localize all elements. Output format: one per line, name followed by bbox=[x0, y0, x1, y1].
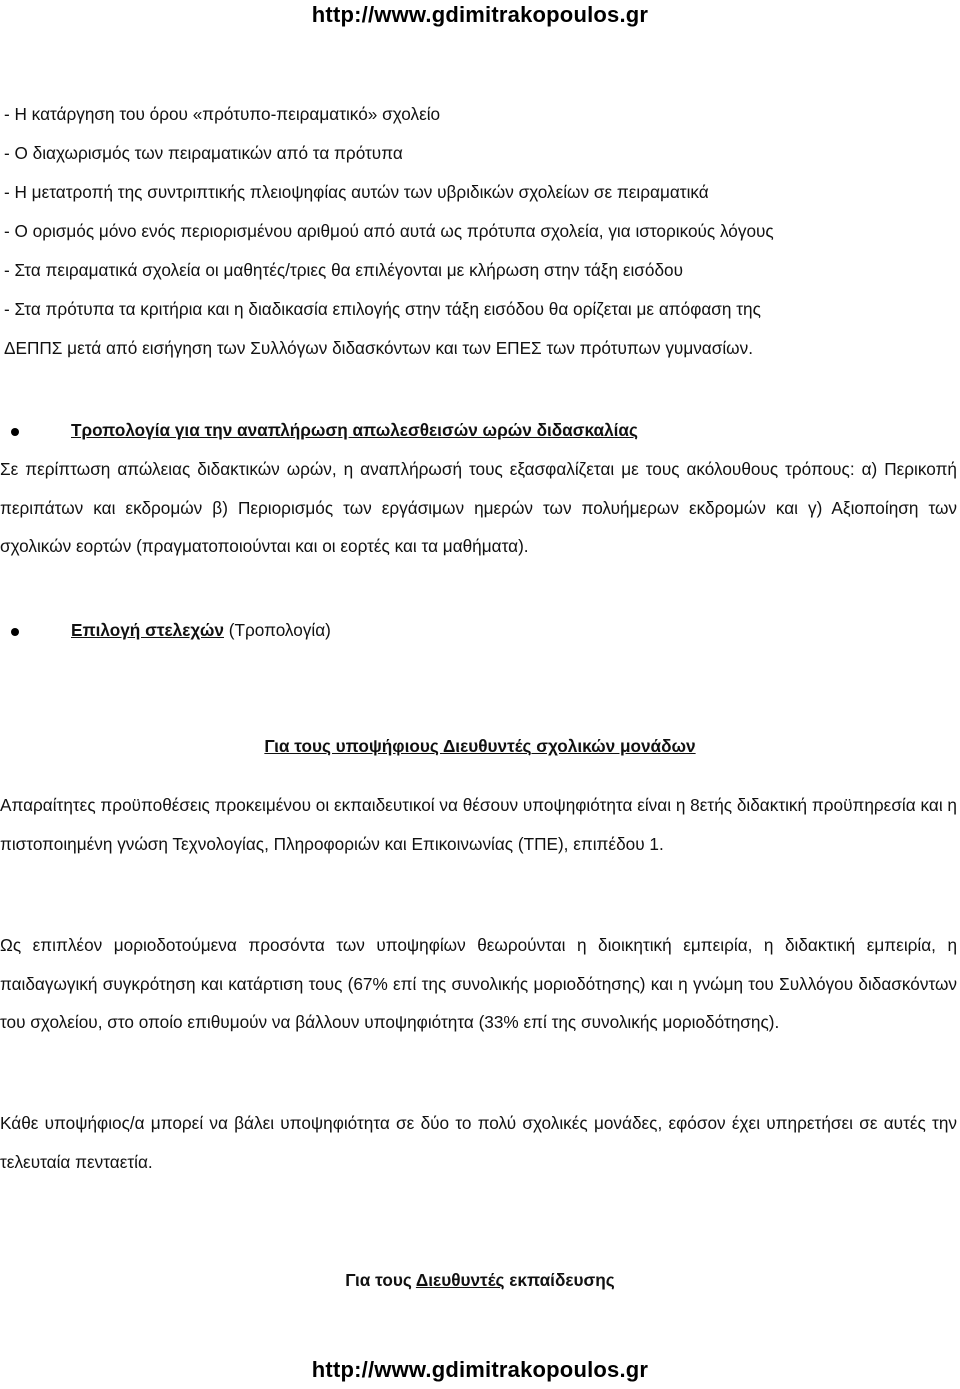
list-item: - Ο ορισμός μόνο ενός περιορισμένου αριθμού από αυτά ως πρότυπα σχολεία, για ιστορικούς λόγους bbox=[4, 221, 774, 241]
subheading-text: Για τους bbox=[345, 1270, 416, 1290]
list-item: - Στα πρότυπα τα κριτήρια και η διαδικασία επιλογής στην τάξη εισόδου θα ορίζεται με απόφαση της bbox=[4, 299, 761, 319]
subheading-text: σχολικών μονάδων bbox=[531, 736, 696, 756]
header-url[interactable]: http://www.gdimitrakopoulos.gr bbox=[311, 2, 649, 27]
list-item: ΔΕΠΠΣ μετά από εισήγηση των Συλλόγων διδασκόντων και των ΕΠΕΣ των πρότυπων γυμνασίων. bbox=[4, 338, 753, 358]
footer-url[interactable]: http://www.gdimitrakopoulos.gr bbox=[311, 1357, 649, 1382]
section-title-suffix: (Τροπολογία) bbox=[224, 620, 331, 640]
bullet-section-lesson-hours bbox=[0, 415, 960, 445]
paragraph-qualifications: Ως επιπλέον μοριοδοτούμενα προσόντα των υποψηφίων θεωρούνται η διοικητική εμπειρία, η διδακτική εμπειρία, η παιδαγωγική συγκρότηση και κατάρτιση τους (67% επί της συνολικής μοριοδότησης) και η γνώμη του Συλλόγου διδασκόντων του σχολείου, στο οποίο επιθυμούν να βάλλουν υποψηφιότητα (33% επί της συνολικής μοριοδότησης). bbox=[0, 935, 957, 1033]
subheading-word: Διευθυντές bbox=[415, 1270, 505, 1290]
list-item: - Η κατάργηση του όρου «πρότυπο-πειραματικό» σχολείο bbox=[4, 104, 441, 124]
section-title: Επιλογή στελεχών bbox=[71, 620, 224, 640]
bullet-section-executives bbox=[0, 615, 960, 645]
section-title: Τροπολογία για την αναπλήρωση απωλεσθεισών ωρών διδασκαλίας bbox=[71, 420, 638, 440]
subheading-text: Για τους υποψήφιους bbox=[264, 736, 443, 756]
reform-list bbox=[4, 99, 954, 369]
paragraph-candidacy: Κάθε υποψήφιος/α μπορεί να βάλει υποψηφιότητα σε δύο το πολύ σχολικές μονάδες, εφόσον έχει υπηρετήσει σε αυτές την τελευταία πενταετία. bbox=[0, 1113, 957, 1172]
subheading-text: εκπαίδευσης bbox=[504, 1270, 615, 1290]
subheading-education-directors bbox=[0, 1265, 960, 1295]
list-item: - Η μετατροπή της συντριπτικής πλειοψηφίας αυτών των υβριδικών σχολείων σε πειραματικά bbox=[4, 182, 709, 202]
subheading-word: Διευθυντές bbox=[442, 736, 532, 756]
section-title-line bbox=[71, 615, 331, 645]
list-item: - Ο διαχωρισμός των πειραματικών από τα πρότυπα bbox=[4, 143, 403, 163]
subheading-school-directors bbox=[0, 731, 960, 761]
bullet-icon bbox=[11, 428, 19, 436]
paragraph-requirements: Απαραίτητες προϋποθέσεις προκειμένου οι εκπαιδευτικοί να θέσουν υποψηφιότητα είναι η 8ετής διδακτική προϋπηρεσία και η πιστοποιημένη γνώση Τεχνολογίας, Πληροφοριών και Επικοινωνίας (ΤΠΕ), επιπέδου 1. bbox=[0, 795, 957, 854]
list-item: - Στα πειραματικά σχολεία οι μαθητές/τριες θα επιλέγονται με κλήρωση στην τάξη εισόδου bbox=[4, 260, 683, 280]
section-body: Σε περίπτωση απώλειας διδακτικών ωρών, η αναπλήρωσή τους εξασφαλίζεται με τους ακόλουθους τρόπους: α) Περικοπή περιπάτων και εκδρομών β) Περιορισμός των εργάσιμων ημερών των πολυήμερων εκδρομών και γ) Αξιοποίηση των σχολικών εορτών (πραγματοποιούνται και οι εορτές και τα μαθήματα). bbox=[0, 459, 957, 557]
bullet-icon bbox=[11, 628, 19, 636]
